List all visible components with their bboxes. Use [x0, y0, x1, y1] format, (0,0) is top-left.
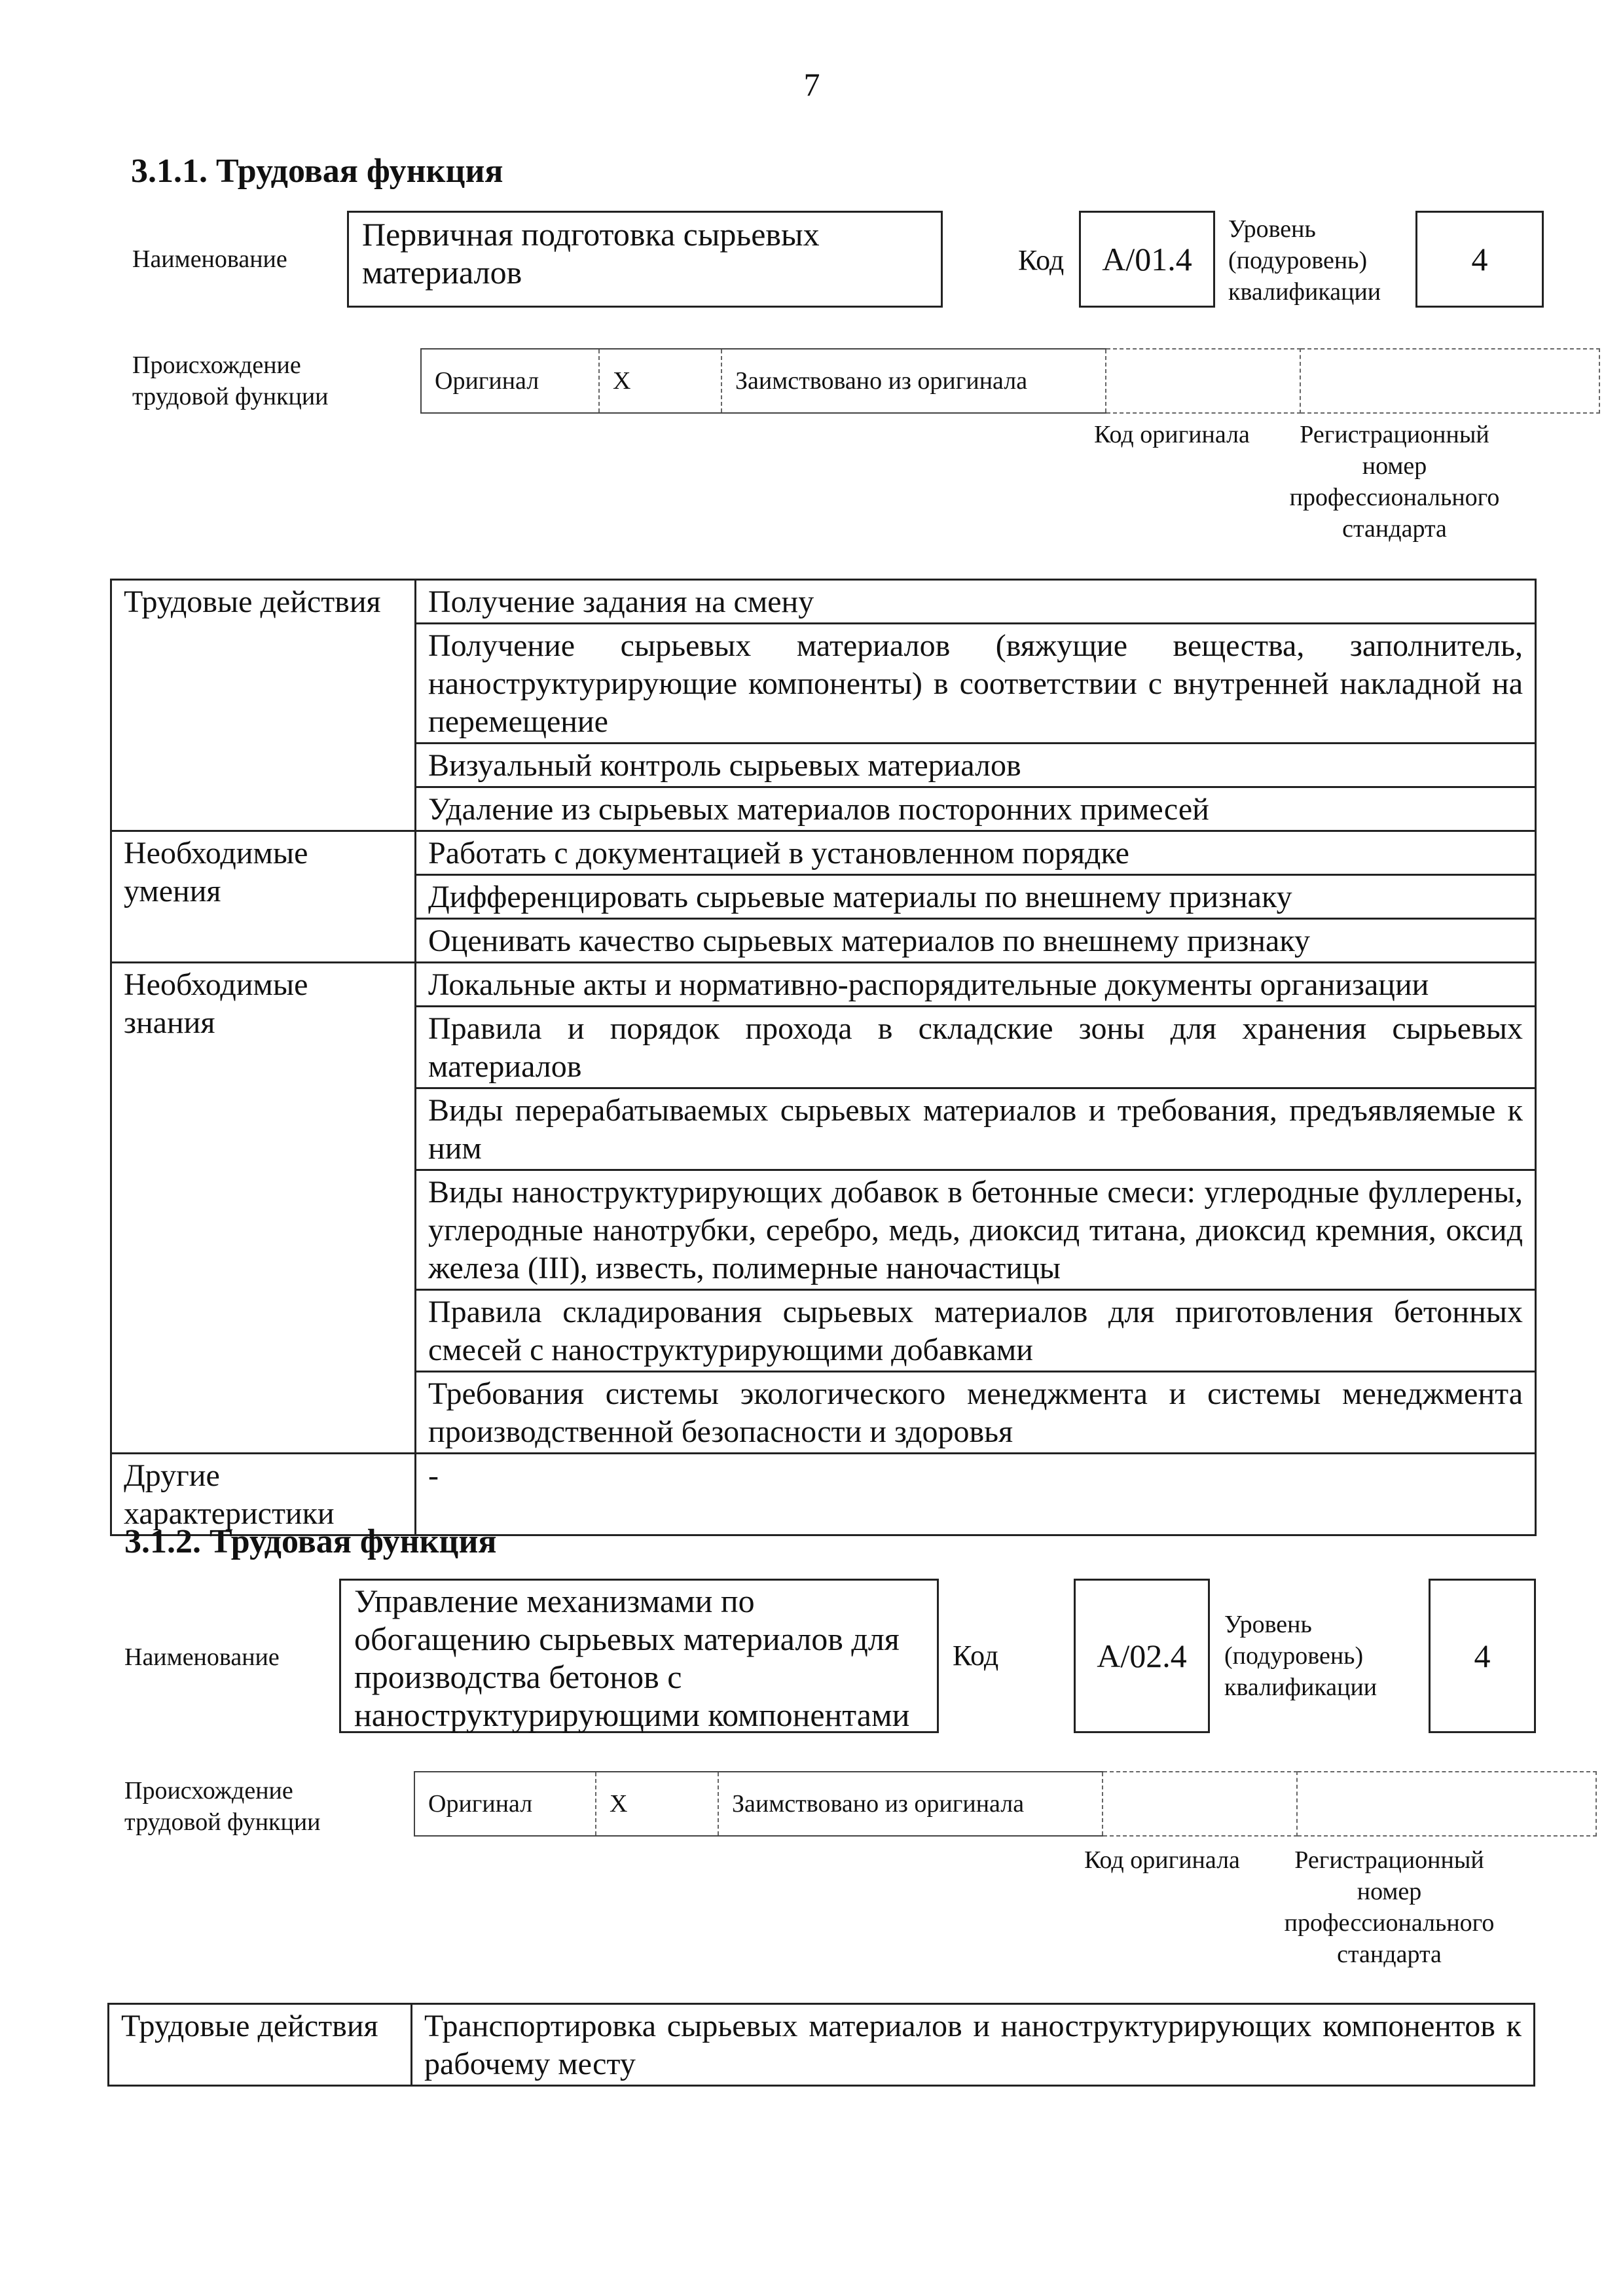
orig-code-caption: Код оригинала — [1084, 1846, 1240, 1874]
function-table — [110, 579, 1537, 1536]
orig-code-caption: Код оригинала — [1094, 421, 1250, 448]
code-value: A/01.4 — [1102, 241, 1192, 278]
name-label: Наименование — [124, 1643, 280, 1671]
reg-num-caption: Регистрационный номер профессионального стандарта — [1284, 1846, 1495, 1968]
table-cell: Получение задания на смену — [416, 580, 1536, 624]
original-mark: X — [596, 1772, 718, 1836]
table-cell: Транспортировка сырьевых материалов и наноструктурирующих компонентов к рабочему месту — [412, 2004, 1535, 2086]
name-label: Наименование — [132, 245, 287, 273]
table-cell: Виды наноструктурирующих добавок в бетонные смеси: углеродные фуллерены, углеродные нанотрубки, серебро, медь, диоксид титана, диоксид кремния, оксид железа (III), известь, полимерные наночастицы — [416, 1170, 1536, 1290]
orig-code-cell — [1103, 1772, 1297, 1836]
reg-num-cell — [1300, 349, 1599, 413]
origin-label: Происхождение трудовой функции — [124, 1777, 321, 1836]
name-value-box — [339, 1579, 939, 1733]
level-label: Уровень (подуровень) квалификации — [1228, 215, 1381, 306]
row-label: Трудовые действия — [111, 580, 416, 831]
table-cell: Получение сырьевых материалов (вяжущие вещества, заполнитель, наноструктурирующие компоненты) в соответствии с внутренней накладной на перемещение — [416, 624, 1536, 744]
borrowed-label: Заимствовано из оригинала — [718, 1772, 1103, 1836]
level-value: 4 — [1471, 241, 1488, 278]
table-row — [111, 963, 1536, 1007]
section-heading: 3.1.1. Трудовая функция — [131, 152, 503, 190]
page-number: 7 — [803, 66, 820, 103]
original-label: Оригинал — [421, 349, 599, 413]
origin-label: Происхождение трудовой функции — [132, 351, 329, 410]
row-label: Другие характеристики — [111, 1454, 416, 1535]
row-label: Трудовые действия — [109, 2004, 412, 2086]
section-heading: 3.1.2. Трудовая функция — [124, 1523, 497, 1560]
table-cell: - — [416, 1454, 1536, 1535]
code-label: Код — [953, 1640, 999, 1672]
code-value-box — [1074, 1579, 1210, 1733]
name-value-box — [347, 211, 943, 308]
table-cell: Виды перерабатываемых сырьевых материалов и требования, предъявляемые к ним — [416, 1088, 1536, 1170]
original-label: Оригинал — [414, 1772, 596, 1836]
table-cell: Визуальный контроль сырьевых материалов — [416, 744, 1536, 787]
code-value-box — [1079, 211, 1215, 308]
row-label: Необходимые знания — [111, 963, 416, 1454]
table-cell: Работать с документацией в установленном порядке — [416, 831, 1536, 875]
name-value: Первичная подготовка сырьевых материалов — [362, 216, 820, 291]
level-value: 4 — [1474, 1638, 1491, 1674]
original-mark: X — [599, 349, 721, 413]
table-row — [111, 580, 1536, 624]
table-cell: Удаление из сырьевых материалов посторонних примесей — [416, 787, 1536, 831]
origin-table — [420, 348, 1600, 414]
level-value-box — [1415, 211, 1544, 308]
level-value-box — [1429, 1579, 1536, 1733]
function-table — [107, 2003, 1535, 2087]
table-row — [111, 831, 1536, 875]
code-value: A/02.4 — [1097, 1638, 1187, 1674]
table-cell: Локальные акты и нормативно-распорядительные документы организации — [416, 963, 1536, 1007]
origin-table — [414, 1771, 1597, 1837]
table-cell: Правила и порядок прохода в складские зоны для хранения сырьевых материалов — [416, 1007, 1536, 1088]
level-label: Уровень (подуровень) квалификации — [1224, 1611, 1377, 1701]
table-cell: Оценивать качество сырьевых материалов по внешнему признаку — [416, 919, 1536, 963]
name-value: Управление механизмами по обогащению сырьевых материалов для производства бетонов с наноструктурирующими компонентами — [354, 1583, 910, 1733]
table-cell: Требования системы экологического менеджмента и системы менеджмента производственной безопасности и здоровья — [416, 1372, 1536, 1454]
borrowed-label: Заимствовано из оригинала — [721, 349, 1106, 413]
code-label: Код — [1018, 244, 1065, 276]
table-cell: Правила складирования сырьевых материалов для приготовления бетонных смесей с наноструктурирующими добавками — [416, 1290, 1536, 1372]
reg-num-caption: Регистрационный номер профессионального стандарта — [1289, 421, 1500, 543]
orig-code-cell — [1106, 349, 1300, 413]
row-label: Необходимые умения — [111, 831, 416, 963]
table-cell: Дифференцировать сырьевые материалы по внешнему признаку — [416, 875, 1536, 919]
table-row — [109, 2004, 1535, 2086]
reg-num-cell — [1297, 1772, 1596, 1836]
